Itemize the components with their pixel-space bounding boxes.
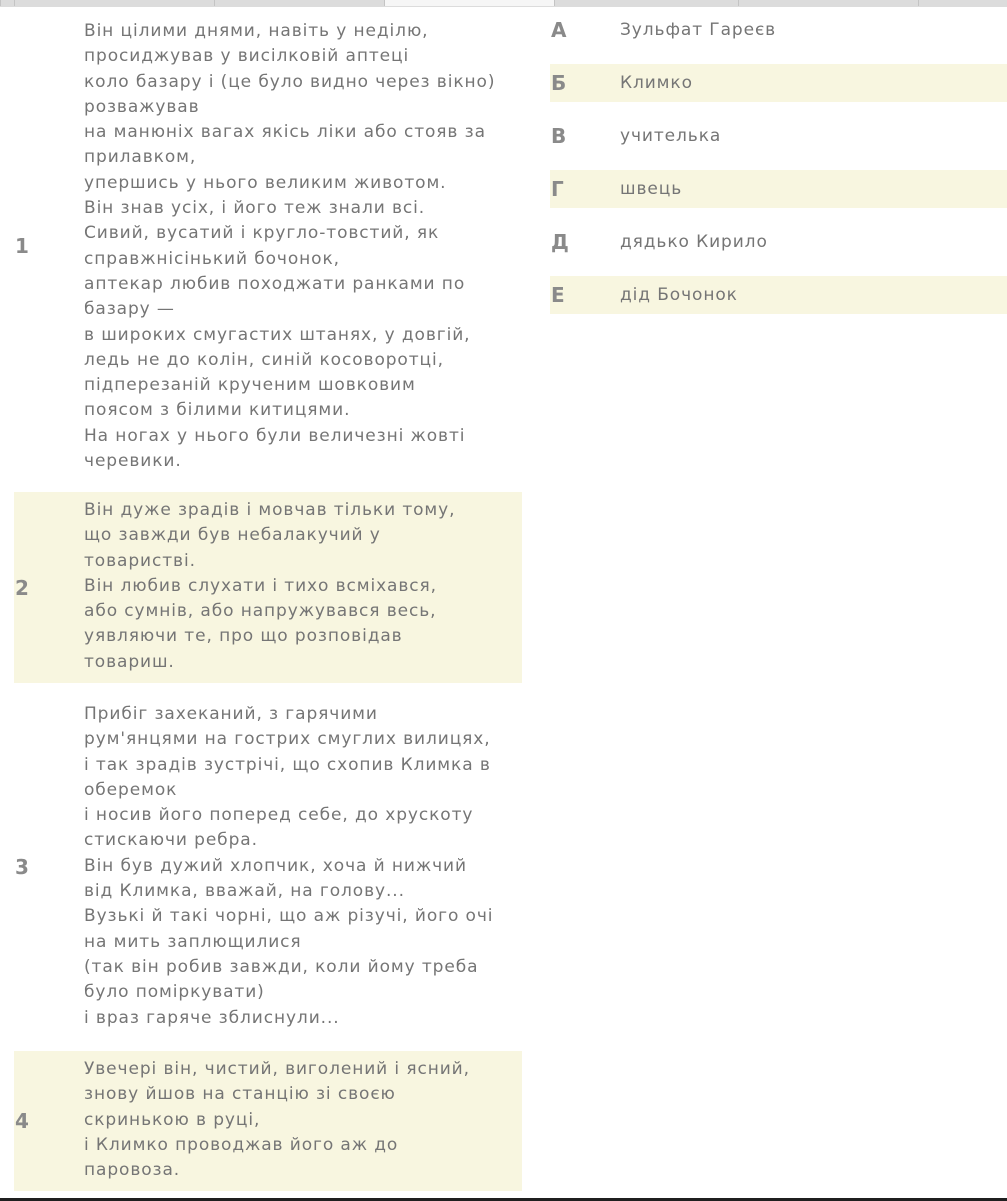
answer-text: швець [620, 179, 683, 199]
answer-letter: В [551, 124, 567, 148]
browser-tab[interactable] [214, 0, 384, 6]
answer-letter: Б [551, 71, 567, 95]
answer-text: Климко [620, 73, 693, 93]
answer-letter: Г [551, 177, 564, 201]
answer-text: учителька [620, 126, 722, 146]
question-number: 2 [15, 575, 29, 600]
answer-option[interactable] [550, 170, 1007, 208]
question-number: 3 [15, 855, 29, 879]
answer-option[interactable] [550, 64, 1007, 102]
answer-option[interactable] [550, 276, 1007, 314]
question-text: Він цілими днями, навіть у неділю, просиджував у висілковій аптеці коло базару і (це було видно через вікно) розважував на манюніх вагах якісь ліки або стояв за прилавком, упершись у нього великим животом. Він знав усіх, і його теж знали всі. Сивий, вусатий і кругло-товстий, як справжнісінький бочонок, аптекар любив походжати ранками по базару — в широких смугастих штанях, у довгій, ледь не до колін, синій косоворотці, підперезаній крученим шовковим поясом з білими китицями. На ногах у нього були величезні жовті черевики. [84, 21, 496, 472]
answer-letter: Д [551, 230, 569, 254]
question-text: Він дуже зрадів і мовчав тільки тому, що завжди був небалакучий у товаристві. Він любив слухати і тихо всміхався, або сумнів, або напружувався весь, уявляючи те, про що розповідав товариш. [84, 500, 456, 672]
browser-tab[interactable] [738, 0, 918, 6]
browser-tab[interactable] [14, 0, 214, 6]
answer-letter: А [551, 18, 567, 42]
browser-tab[interactable] [0, 0, 14, 6]
question-row[interactable] [14, 700, 522, 1034]
answer-option[interactable] [550, 11, 1007, 49]
question-text: Увечері він, чистий, виголений і ясний, знову йшов на станцію зі своєю скринькою в руці, і Климко проводжав його аж до паровоза. [84, 1059, 470, 1181]
answer-text: Зульфат Гареєв [620, 20, 777, 40]
answer-text: дядько Кирило [620, 232, 768, 252]
browser-tab-active[interactable] [384, 0, 554, 6]
question-text: Прибіг захеканий, з гарячими рум'янцями на гострих смуглих вилицях, і так зрадів зустрічі, що схопив Климка в оберемок і носив його поперед себе, до хрускоту стискаючи ребра. Він був дужий хлопчик, хоча й нижчий від Климка, вважай, на голову... Вузькі й такі чорні, що аж різучі, його очі на мить заплющилися (так він робив завжди, коли йому треба було поміркувати) і враз гаряче зблиснули... [84, 704, 494, 1028]
answer-letter: Е [551, 283, 565, 307]
browser-tab-strip [0, 0, 1007, 7]
browser-tab[interactable] [554, 0, 738, 6]
answer-option[interactable] [550, 117, 1007, 155]
question-number: 4 [15, 1109, 29, 1133]
browser-tab[interactable] [918, 0, 1007, 6]
answer-text: дід Бочонок [620, 285, 738, 305]
question-row[interactable] [14, 17, 522, 475]
answer-option[interactable] [550, 223, 1007, 261]
question-row[interactable] [14, 492, 522, 683]
question-row[interactable] [14, 1051, 522, 1191]
question-number: 1 [15, 234, 29, 258]
